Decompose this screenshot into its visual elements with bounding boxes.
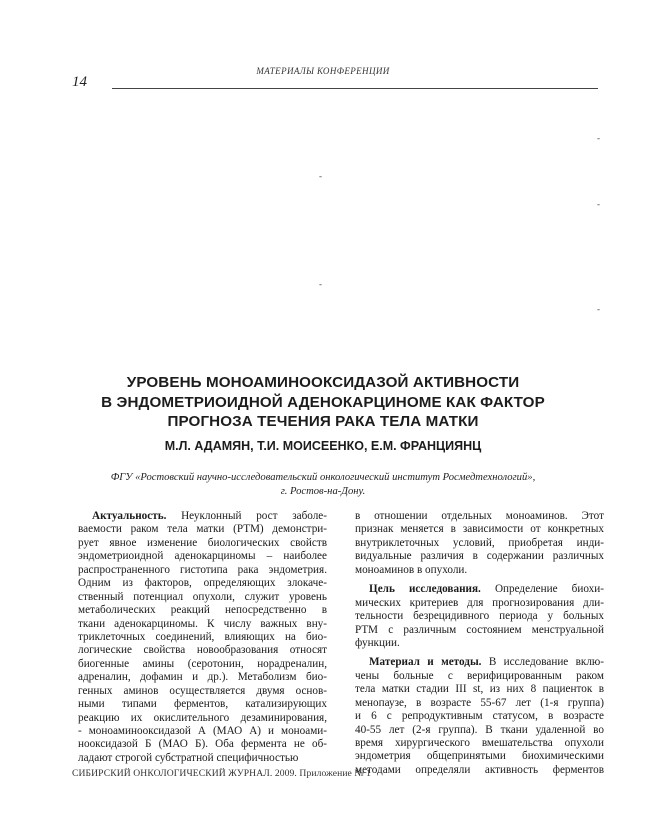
line-text: в отношении отдельных моноаминов. Этот [355,510,604,522]
page-number: 14 [72,74,87,90]
line-text: реакцию их окислительного дезаминирования, [78,711,327,724]
line-text: эндометриоидной аденокарциномы – наиболее [78,550,327,563]
title-line: УРОВЕНЬ МОНОАМИНООКСИДАЗОЙ АКТИВНОСТИ [126,374,520,391]
stray-mark: - [319,279,322,289]
left-column [78,510,327,765]
text-line [78,591,327,604]
line-text: признак меняется в зависимости от конкретных [355,523,604,536]
text-line [355,710,604,723]
line-text: адреналин, дофамин и др.). Метаболизм био- [78,671,327,684]
text-line [78,537,327,550]
text-line [355,550,604,563]
line-text: рует явное изменение биологических свойств [78,536,327,549]
section-heading: Материал и методы. [369,656,482,669]
text-line [355,510,604,523]
text-line [355,750,604,763]
text-line [78,658,327,671]
text-line [78,712,327,725]
line-text: и 6 с репродуктивным статусом, в возрасте [355,710,604,723]
line-text: моноаминов в опухоли. [355,563,468,576]
text-line [78,725,327,738]
stray-mark: - [597,133,600,143]
line-text: менопаузе, в возрасте 55-67 лет (1-я группа) [355,696,604,709]
text-line [355,764,604,777]
line-text: Неуклонный рост заболе- [166,510,327,522]
section-heading: Актуальность. [92,510,167,522]
text-line [355,670,604,683]
title-line: ПРОГНОЗА ТЕЧЕНИЯ РАКА ТЕЛА МАТКИ [167,413,479,430]
section-heading: Цель исследования. [369,583,481,596]
text-line [78,685,327,698]
text-line [78,604,327,617]
text-line [78,550,327,563]
line-text: метаболических реакций непосредственно в [78,604,327,617]
line-text: РТМ с различным состоянием менструальной [355,623,604,636]
text-line [355,597,604,610]
affiliation-line: ФГУ «Ростовский научно-исследовательский онкологический институт Росмедтехнологий», [110,472,536,483]
line-text: тельности безрецидивного периода у больных [355,610,604,623]
line-text: триклеточных соединений, влияющих на био- [78,630,327,643]
text-line [355,724,604,737]
text-line [78,523,327,536]
text-line [355,583,604,596]
text-line [355,683,604,696]
text-line [355,697,604,710]
line-text: биогенные амины (серотонин, норадреналин, [78,657,327,670]
line-text: ными типами ферментов, катализирующих [78,698,327,711]
line-text: внутриклеточных условий, приобретая инди- [355,536,604,549]
line-text: ладают строгой субстратной специфичностью [78,751,299,764]
line-text: время хирургического вмешательства опухоли [355,737,604,749]
text-line [355,737,604,750]
stray-mark: - [319,171,322,181]
text-line [78,577,327,590]
text-line [355,564,604,577]
text-line [355,610,604,623]
text-line [355,656,604,669]
line-text: Определение биохи- [480,583,604,596]
text-line [78,618,327,631]
stray-mark: - [597,304,600,314]
journal-footer: СИБИРСКИЙ ОНКОЛОГИЧЕСКИЙ ЖУРНАЛ. 2009. Приложение № 1 [72,768,372,779]
text-line [355,637,604,650]
text-line [78,752,327,765]
text-line [78,644,327,657]
title-line: В ЭНДОМЕТРИОИДНОЙ АДЕНОКАРЦИНОМЕ КАК ФАКТОР [101,393,545,411]
text-line [78,698,327,711]
line-text: логические свойства новообразования относят [78,644,327,657]
line-text: функции. [355,636,400,649]
right-column [355,510,604,777]
authors: М.Л. АДАМЯН, Т.И. МОИСЕЕНКО, Е.М. ФРАНЦИЯНЦ [164,439,482,453]
affiliation [82,471,564,499]
line-text: - моноаминооксидазой А (МАО А) и моноами- [78,725,327,737]
header-rule [112,88,598,89]
line-text: Одним из факторов, определяющих злокаче- [78,577,327,590]
text-line [355,537,604,550]
line-text: чены больные с верифицированным раком [355,669,604,682]
text-line [78,671,327,684]
line-text: 40-55 лет (2-я группа). В ткани удаленной во [355,723,604,736]
line-text: распространенного гистотипа рака эндометрия. [78,563,327,576]
article-title [60,373,586,432]
line-text: генных аминов осуществляется двумя основ- [78,684,327,697]
line-text: ственный потенциал опухоли, служит уровень [78,590,327,603]
stray-mark: - [597,199,600,209]
line-text: нооксидазой Б (МАО Б). Оба фермента не об- [78,738,327,751]
line-text: методами определяли активность ферментов [355,763,604,776]
text-line [355,523,604,536]
line-text: В исследование вклю- [481,656,604,669]
text-line [78,631,327,644]
line-text: тела матки стадии III st, из них 8 пациенток в [355,683,604,696]
text-line [78,564,327,577]
line-text: эндометрия общепринятыми биохимическими [355,750,604,763]
line-text: мических критериев для прогнозирования дли- [355,596,604,609]
affiliation-line: г. Ростов-на-Дону. [280,486,366,497]
line-text: ваемости раком тела матки (РТМ) демонстри- [78,523,327,536]
text-line [78,510,327,523]
line-text: ткани аденокарциномы. К числу важных вну- [78,617,327,630]
line-text: видуальные различия в содержании различных [355,550,604,563]
running-title: МАТЕРИАЛЫ КОНФЕРЕНЦИИ [256,66,390,76]
text-line [78,738,327,751]
text-line [355,624,604,637]
